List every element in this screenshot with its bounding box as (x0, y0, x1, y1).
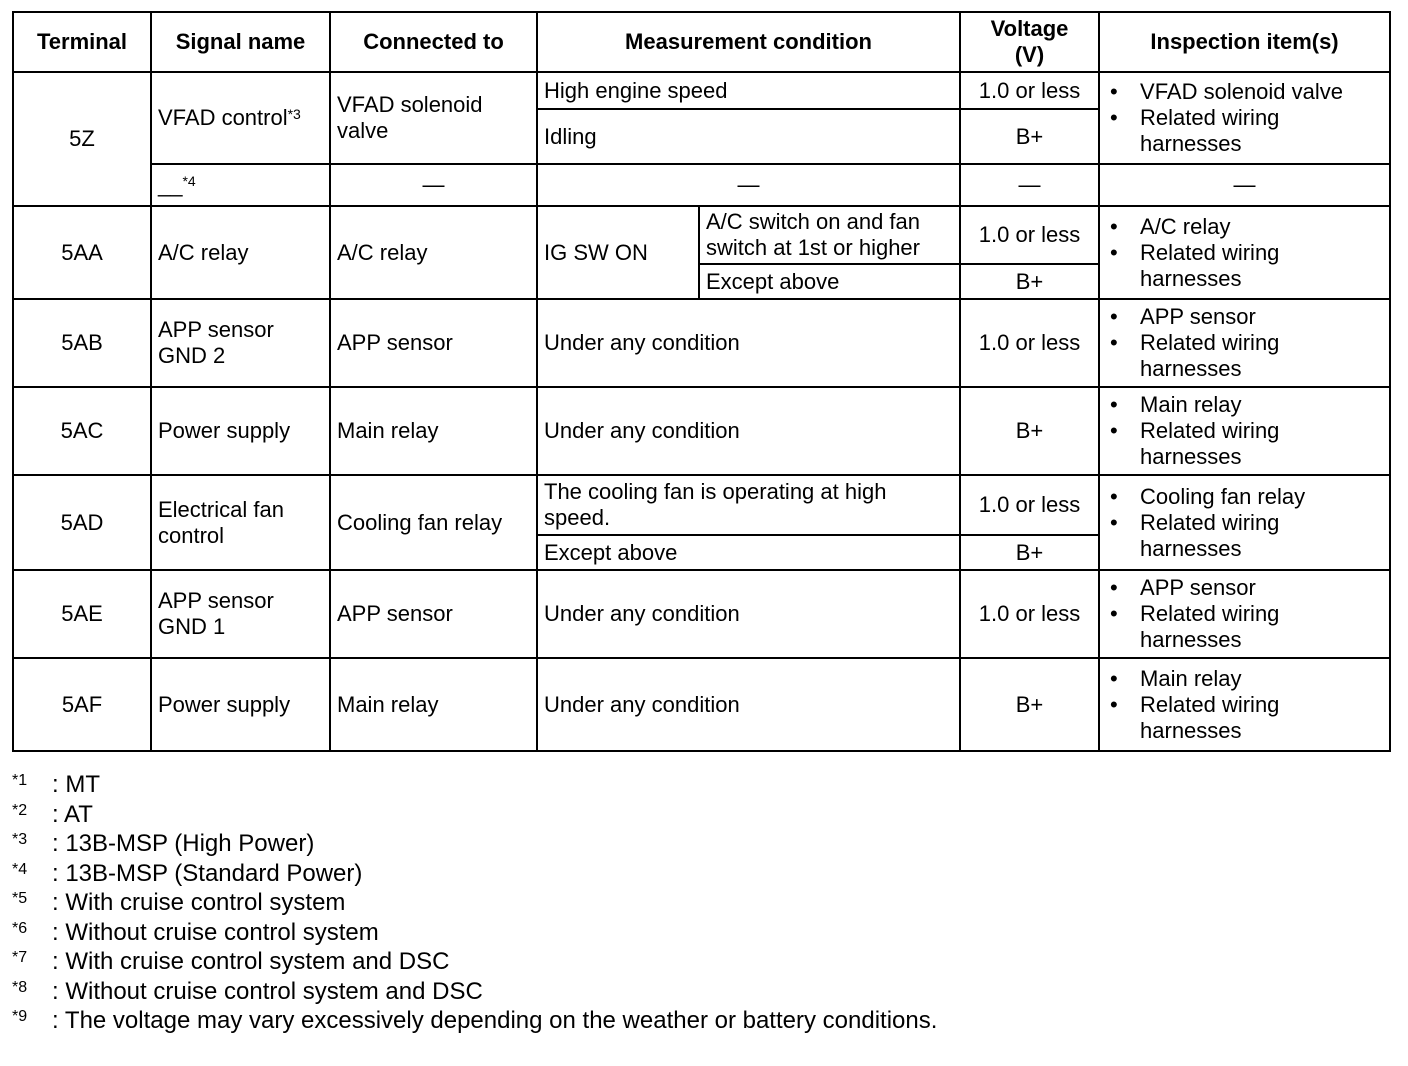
condition-cell: High engine speed (537, 72, 960, 109)
table-row (13, 72, 1390, 109)
footnote-text: : Without cruise control system and DSC (52, 977, 483, 1005)
inspection-cell (1099, 72, 1390, 164)
footnote-mark: *7 (12, 949, 28, 966)
voltage-cell: 1.0 or less (960, 299, 1099, 387)
footnote-mark: *6 (12, 919, 28, 937)
terminal-cell: 5Z (13, 72, 151, 206)
signal-name-cell: Power supply (151, 658, 330, 751)
footnote-mark: *1 (12, 772, 28, 789)
footnote-text: : The voltage may vary excessively depending on the weather or battery conditions. (52, 1007, 938, 1034)
table-row (13, 206, 1390, 264)
terminal-cell: 5AF (13, 658, 151, 751)
signal-name-cell: APP sensor GND 2 (151, 299, 330, 387)
connected-to-cell: — (330, 164, 537, 206)
header-connected-to: Connected to (330, 12, 537, 72)
inspection-item: • Related wiring harnesses (1106, 330, 1383, 382)
inspection-item: • Related wiring harnesses (1106, 418, 1383, 470)
condition-cell: The cooling fan is operating at high speed. (537, 475, 960, 535)
voltage-cell: — (960, 164, 1099, 206)
voltage-cell: 1.0 or less (960, 570, 1099, 658)
footnote (12, 859, 937, 889)
footnote-mark: *4 (12, 860, 28, 878)
terminal-cell: 5AC (13, 387, 151, 475)
voltage-cell: B+ (960, 264, 1099, 299)
terminal-cell: 5AD (13, 475, 151, 570)
inspection-cell (1099, 387, 1390, 475)
signal-name-cell: VFAD control$^{*3}$ (151, 72, 330, 164)
inspection-item: • A/C relay (1106, 214, 1383, 240)
terminal-spec-table (12, 11, 1391, 752)
connected-to-cell: APP sensor (330, 299, 537, 387)
footnote-mark: *5 (12, 890, 28, 907)
sub-condition-cell: Except above (699, 264, 960, 299)
signal-name-cell: Electrical fan control (151, 475, 330, 570)
inspection-item: • Related wiring harnesses (1106, 105, 1383, 157)
inspection-item: • Related wiring harnesses (1106, 510, 1383, 562)
footnote-ref: *3 (287, 106, 301, 122)
footnote (12, 947, 937, 977)
condition-cell: Except above (537, 535, 960, 570)
sub-condition-cell: A/C switch on and fan switch at 1st or higher (699, 206, 960, 264)
condition-cell: IG SW ON (537, 206, 699, 299)
table-row (13, 475, 1390, 535)
footnote (12, 800, 937, 830)
voltage-cell: B+ (960, 109, 1099, 164)
footnote-text: : Without cruise control system (52, 918, 379, 946)
voltage-cell: B+ (960, 535, 1099, 570)
terminal-cell: 5AE (13, 570, 151, 658)
inspection-item: • Main relay (1106, 666, 1383, 692)
inspection-item: • Related wiring harnesses (1106, 692, 1383, 744)
footnote (12, 829, 937, 859)
footnote (12, 888, 937, 918)
condition-cell: Under any condition (537, 658, 960, 751)
voltage-cell: B+ (960, 387, 1099, 475)
signal-name-cell: Power supply (151, 387, 330, 475)
footnote-text: : AT (52, 800, 93, 828)
terminal-cell: 5AB (13, 299, 151, 387)
voltage-cell: B+ (960, 658, 1099, 751)
footnote-mark: *8 (12, 978, 28, 996)
footnote (12, 977, 937, 1007)
inspection-item: • APP sensor (1106, 575, 1383, 601)
footnote-text: : With cruise control system and DSC (52, 948, 450, 975)
footnote (12, 1006, 937, 1036)
inspection-cell (1099, 658, 1390, 751)
connected-to-cell: Main relay (330, 658, 537, 751)
header-terminal: Terminal (13, 12, 151, 72)
inspection-cell (1099, 206, 1390, 299)
footnote-mark: *9 (12, 1008, 28, 1025)
inspection-cell (1099, 570, 1390, 658)
condition-cell: Idling (537, 109, 960, 164)
condition-cell: Under any condition (537, 299, 960, 387)
terminal-cell: 5AA (13, 206, 151, 299)
header-row (13, 12, 1390, 72)
header-signal-name: Signal name (151, 12, 330, 72)
footnote-mark: *3 (12, 831, 28, 848)
connected-to-cell: A/C relay (330, 206, 537, 299)
signal-name-cell: APP sensor GND 1 (151, 570, 330, 658)
footnote (12, 918, 937, 948)
connected-to-cell: APP sensor (330, 570, 537, 658)
inspection-item: • Cooling fan relay (1106, 484, 1383, 510)
inspection-cell: — (1099, 164, 1390, 206)
voltage-cell: 1.0 or less (960, 206, 1099, 264)
header-inspection-items: Inspection item(s) (1099, 12, 1390, 72)
condition-cell: — (537, 164, 960, 206)
inspection-item: • Main relay (1106, 392, 1383, 418)
voltage-cell: 1.0 or less (960, 475, 1099, 535)
condition-cell: Under any condition (537, 570, 960, 658)
table-row (13, 164, 1390, 206)
table-row (13, 387, 1390, 475)
inspection-item: • Related wiring harnesses (1106, 240, 1383, 292)
inspection-cell (1099, 299, 1390, 387)
footnote-mark: *2 (12, 801, 28, 819)
inspection-item: • APP sensor (1106, 304, 1383, 330)
footnote-text: : 13B-MSP (Standard Power) (52, 859, 363, 887)
footnotes (12, 770, 937, 1036)
connected-to-cell: VFAD solenoid valve (330, 72, 537, 164)
header-voltage: Voltage (V) (960, 12, 1099, 72)
footnote-text: : MT (52, 771, 100, 798)
signal-name-cell: __$^{*4}$ (151, 164, 330, 206)
connected-to-cell: Main relay (330, 387, 537, 475)
footnote-text: : 13B-MSP (High Power) (52, 830, 315, 857)
inspection-item: • Related wiring harnesses (1106, 601, 1383, 653)
table-row (13, 570, 1390, 658)
footnote-ref: *4 (182, 173, 196, 189)
signal-name-cell: A/C relay (151, 206, 330, 299)
connected-to-cell: Cooling fan relay (330, 475, 537, 570)
inspection-cell (1099, 475, 1390, 570)
inspection-item: • VFAD solenoid valve (1106, 79, 1383, 105)
table-row (13, 299, 1390, 387)
header-measurement-condition: Measurement condition (537, 12, 960, 72)
footnote (12, 770, 937, 800)
condition-cell: Under any condition (537, 387, 960, 475)
footnote-text: : With cruise control system (52, 889, 346, 916)
table-row (13, 658, 1390, 751)
voltage-cell: 1.0 or less (960, 72, 1099, 109)
